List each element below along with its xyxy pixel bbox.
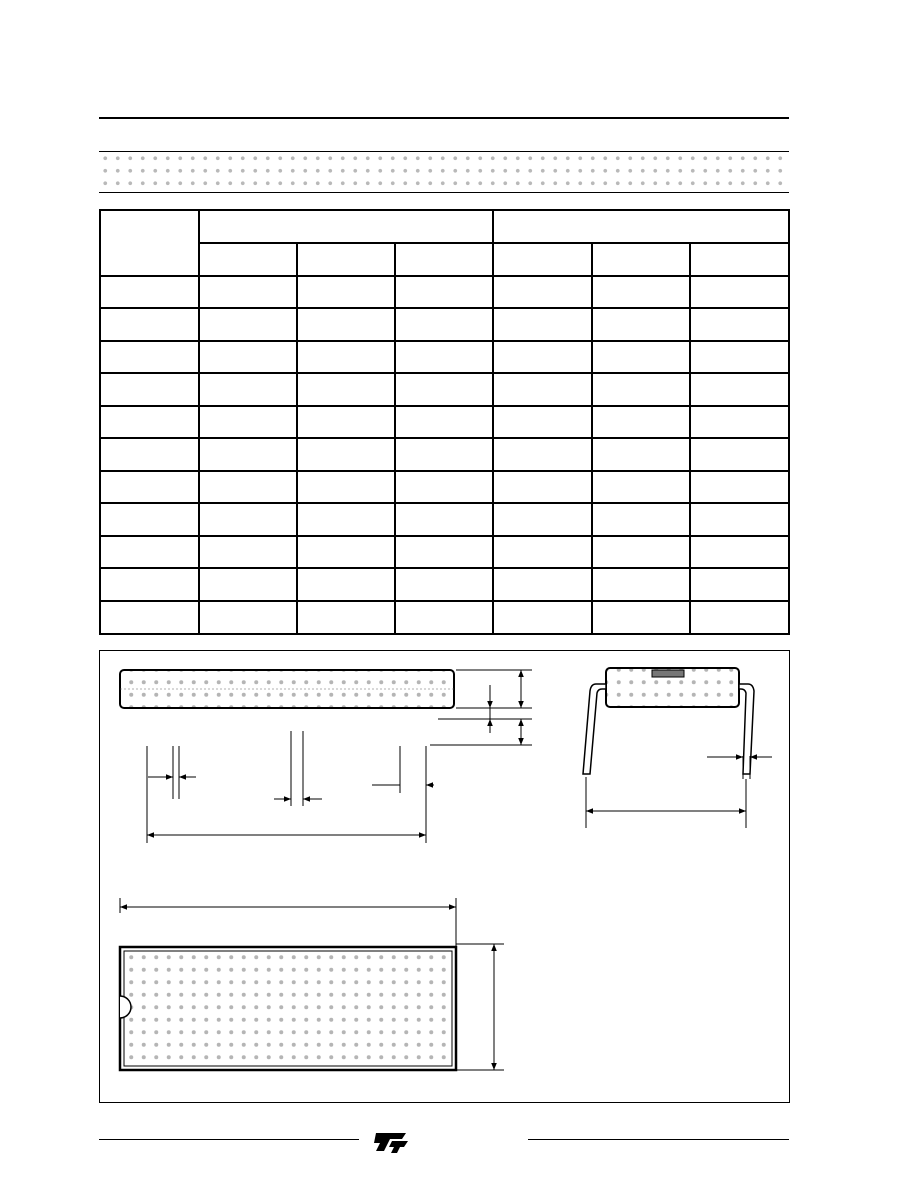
footer-rule-left (99, 1139, 359, 1140)
table-row (100, 438, 789, 471)
package-drawing (99, 650, 790, 1103)
side-body (120, 670, 454, 708)
table-row (100, 308, 789, 341)
table-row (100, 406, 789, 438)
title-banner (99, 151, 789, 193)
dimensions-table (99, 209, 790, 635)
footer-rule-right (528, 1139, 789, 1140)
header-group-1 (199, 210, 493, 243)
table-row (100, 536, 789, 568)
table-row (100, 471, 789, 503)
header-rule (99, 117, 789, 119)
header-cell (297, 243, 395, 276)
top-body-inner (124, 951, 452, 1066)
top-view (120, 898, 504, 1070)
table-row (100, 276, 789, 308)
header-group-2 (493, 210, 789, 243)
header-cell (592, 243, 690, 276)
side-view (120, 670, 532, 843)
table-row (100, 503, 789, 536)
header-cell (493, 243, 592, 276)
table-row (100, 341, 789, 373)
table-header-row-2 (100, 243, 789, 276)
end-view (583, 668, 772, 828)
header-dim-cell (100, 210, 199, 276)
st-logo-icon (370, 1127, 530, 1155)
package-outline-svg (100, 651, 791, 1104)
header-cell (690, 243, 789, 276)
header-cell (395, 243, 493, 276)
table-header-row-1 (100, 210, 789, 243)
table-row (100, 568, 789, 601)
header-cell (199, 243, 297, 276)
table-row (100, 373, 789, 406)
table-row (100, 601, 789, 634)
